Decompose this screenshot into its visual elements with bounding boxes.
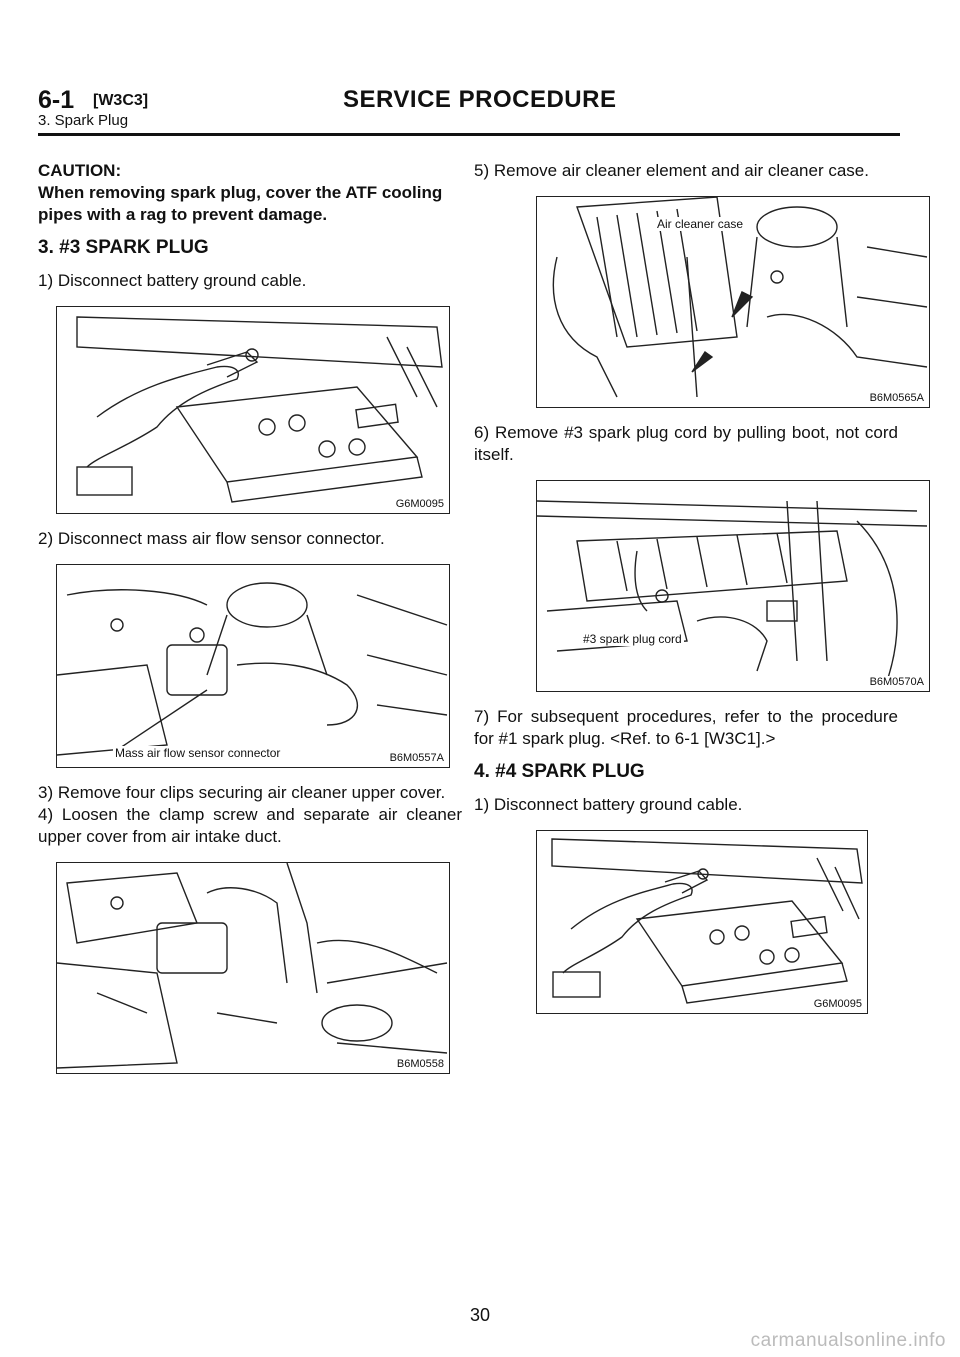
air-cleaner-cover-illustration <box>57 863 449 1073</box>
battery-illustration-2 <box>537 831 867 1013</box>
page-number: 30 <box>469 1305 491 1325</box>
step-1-left: 1) Disconnect battery ground cable. <box>38 271 307 290</box>
figure-code: G6M0095 <box>813 998 862 1010</box>
step-6-right: 6) Remove #3 spark plug cord by pulling boot, not cord itself. <box>474 423 898 464</box>
mass-air-flow-illustration <box>57 565 449 767</box>
figure-air-cleaner-case <box>536 196 930 408</box>
figure-code: B6M0558 <box>396 1058 444 1070</box>
section-number: 6-1 <box>38 86 75 114</box>
step-3-left: 3) Remove four clips securing air cleaner upper cover. <box>38 783 446 802</box>
step-5-right: 5) Remove air cleaner element and air cleaner case. <box>474 161 869 180</box>
figure-spark-plug-cord <box>536 480 930 692</box>
right-column <box>474 160 924 1028</box>
caution-text: When removing spark plug, cover the ATF cooling pipes with a rag to prevent damage. <box>38 183 443 224</box>
figure-code: B6M0557A <box>389 752 444 764</box>
figure-label: Mass air flow sensor connector <box>115 746 281 760</box>
figure-code: B6M0570A <box>869 676 924 688</box>
figure-battery-cable-2 <box>536 830 868 1014</box>
section-code: [W3C3] <box>93 92 149 109</box>
figure-label: #3 spark plug cord <box>583 632 682 646</box>
figure-label: Air cleaner case <box>657 217 744 231</box>
caution-title: CAUTION: <box>38 161 122 180</box>
header-rule <box>38 133 900 136</box>
step-7-right: 7) For subsequent procedures, refer to the procedure for #1 spark plug. <Ref. to 6-1 [W3C1].> <box>474 707 898 748</box>
step-1-right: 1) Disconnect battery ground cable. <box>474 795 743 814</box>
figure-code: G6M0095 <box>395 498 444 510</box>
figure-air-cleaner-cover <box>56 862 450 1074</box>
spark-plug-cord-illustration <box>537 481 929 691</box>
heading-spark-plug-4: 4. #4 SPARK PLUG <box>474 761 645 782</box>
step-4-left: 4) Loosen the clamp screw and separate air cleaner upper cover from air intake duct. <box>38 805 462 846</box>
watermark: carmanualsonline.info <box>750 1330 946 1351</box>
section-title: SERVICE PROCEDURE <box>343 86 617 113</box>
heading-spark-plug-3: 3. #3 SPARK PLUG <box>38 237 209 258</box>
left-column <box>38 160 462 1088</box>
section-subtitle: 3. Spark Plug <box>38 112 129 129</box>
figure-code: B6M0565A <box>869 392 924 404</box>
figure-mass-air-flow <box>56 564 450 768</box>
step-2-left: 2) Disconnect mass air flow sensor connector. <box>38 529 385 548</box>
figure-battery-cable <box>56 306 450 514</box>
page-header <box>38 86 900 136</box>
battery-illustration <box>57 307 449 513</box>
